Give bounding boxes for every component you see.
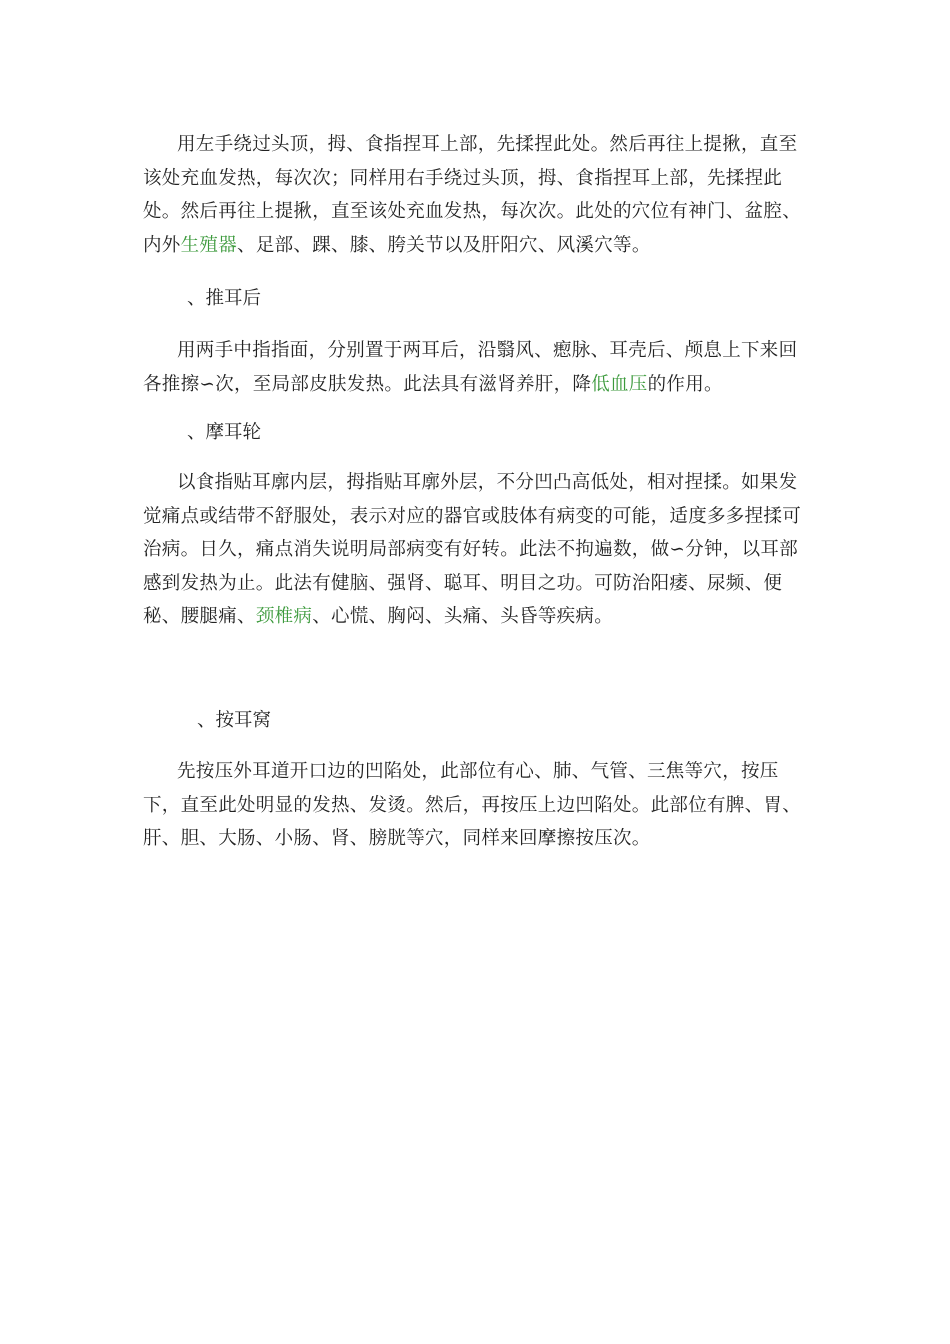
paragraph-rub-helix [143, 466, 813, 634]
heading-press-ear-fossa: 、按耳窝 [197, 710, 272, 731]
paragraph-text: 用两手中指指面，分别置于两耳后，沿翳风、瘛脉、耳壳后、颅息上下来回各推擦∽次，至局部皮肤发热。此法具有滋肾养肝，降 [143, 340, 798, 395]
paragraph-text: 、心慌、胸闷、头痛、头昏等疾病。 [312, 606, 614, 627]
link-low-blood-pressure[interactable]: 低血压 [591, 373, 648, 395]
paragraph-push-behind-ear [143, 334, 813, 401]
paragraph-text: 用左手绕过头顶，拇、食指捏耳上部，先揉捏此处。然后再往上提揪，直至该处充血发热，每次次；同样用右手绕过头顶，拇、食指捏耳上部，先揉捏此处。然后再往上提揪，直至该处充血发热，每次次。此处的穴位有神门、盆腔、内外 [143, 134, 802, 256]
paragraph-press-ear-fossa: 先按压外耳道开口边的凹陷处，此部位有心、肺、气管、三焦等穴，按压下，直至此处明显的发热、发烫。然后，再按压上边凹陷处。此部位有脾、胃、肝、胆、大肠、小肠、肾、膀胱等穴，同样来回摩擦按压次。 [143, 761, 802, 849]
paragraph-text: 以食指贴耳廓内层，拇指贴耳廓外层，不分凹凸高低处，相对捏揉。如果发觉痛点或结带不舒服处，表示对应的器官或肢体有病变的可能，适度多多捏揉可治病。日久，痛点消失说明局部病变有好转。此法不拘遍数，做∽分钟，以耳部感到发热为止。此法有健脑、强肾、聪耳、明目之功。可防治阳痿、尿频、便秘、腰腿痛、 [143, 472, 802, 627]
link-cervical-spondylosis[interactable]: 颈椎病 [255, 606, 313, 627]
heading-push-behind-ear: 、推耳后 [187, 288, 262, 309]
paragraph-text: 、足部、踝、膝、胯关节以及肝阳穴、风溪穴等。 [237, 234, 651, 256]
link-reproductive-organs[interactable]: 生殖器 [180, 234, 238, 256]
heading-rub-helix: 、摩耳轮 [187, 422, 262, 443]
paragraph-ear-lift [143, 128, 813, 262]
paragraph-text: 的作用。 [647, 373, 723, 395]
